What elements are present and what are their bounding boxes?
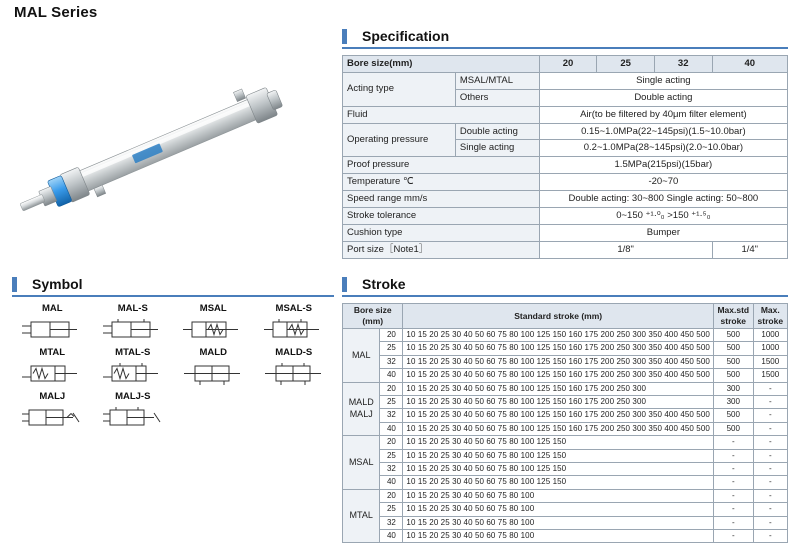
page-title: MAL Series — [14, 4, 98, 21]
table-row — [343, 72, 788, 89]
symbol-diagram-mald — [173, 359, 254, 389]
stroke-bore: 40 — [380, 476, 403, 489]
table-row — [343, 342, 788, 355]
symbol-label: MALD-S — [275, 347, 313, 358]
table-row — [343, 123, 788, 140]
stroke-maxstd: 300 — [713, 382, 753, 395]
spec-sub-msal-mtal: MSAL/MTAL — [455, 72, 539, 89]
spec-label-fluid: Fluid — [343, 106, 540, 123]
stroke-max: 1500 — [753, 369, 787, 382]
stroke-bore: 20 — [380, 329, 403, 342]
stroke-standard: 10 15 20 25 30 40 50 60 75 80 100 125 150 160 175 200 250 300 — [403, 382, 714, 395]
stroke-bore: 20 — [380, 382, 403, 395]
stroke-group-mtal: MTAL — [343, 489, 380, 543]
stroke-bore: 25 — [380, 396, 403, 409]
stroke-section — [342, 276, 788, 543]
spec-sub-single-acting: Single acting — [455, 140, 539, 157]
table-row — [343, 396, 788, 409]
stroke-max: - — [753, 529, 787, 542]
spec-value-cushion-type: Bumper — [539, 224, 787, 241]
product-image — [12, 28, 334, 256]
stroke-standard: 10 15 20 25 30 40 50 60 75 80 100 — [403, 516, 714, 529]
stroke-group-mald-malj: MALD MALJ — [343, 382, 380, 436]
symbol-diagram-mtal-s — [93, 359, 174, 389]
stroke-standard: 10 15 20 25 30 40 50 60 75 80 100 125 150 — [403, 449, 714, 462]
symbol-item — [12, 347, 93, 389]
stroke-maxstd: - — [713, 516, 753, 529]
stroke-maxstd: 300 — [713, 396, 753, 409]
stroke-header-bore: Bore size (mm) — [343, 304, 403, 329]
table-row — [343, 241, 788, 258]
symbol-item — [12, 303, 93, 345]
symbol-item — [93, 347, 174, 389]
spec-label-port-size: Port size［Note1］ — [343, 241, 540, 258]
symbol-diagram-mtal — [12, 359, 93, 389]
stroke-bore: 40 — [380, 369, 403, 382]
symbol-diagram-malj-s — [93, 403, 174, 433]
symbol-label: MAL — [41, 303, 63, 314]
stroke-group-mal: MAL — [343, 329, 380, 383]
table-row — [343, 409, 788, 422]
stroke-max: - — [753, 516, 787, 529]
stroke-standard: 10 15 20 25 30 40 50 60 75 80 100 125 150 — [403, 476, 714, 489]
stroke-standard: 10 15 20 25 30 40 50 60 75 80 100 125 150 160 175 200 250 300 — [403, 396, 714, 409]
symbol-label: MTAL-S — [115, 347, 151, 358]
table-row — [343, 329, 788, 342]
table-row — [343, 463, 788, 476]
spec-header-20: 20 — [539, 56, 597, 73]
stroke-max: - — [753, 489, 787, 502]
stroke-header-maxstd: Max.std stroke — [713, 304, 753, 329]
stroke-maxstd: 500 — [713, 329, 753, 342]
stroke-max: - — [753, 436, 787, 449]
symbol-diagram-mald-s — [254, 359, 335, 389]
stroke-bore: 20 — [380, 436, 403, 449]
stroke-max: 1000 — [753, 342, 787, 355]
spec-value-proof-pressure: 1.5MPa(215psi)(15bar) — [539, 157, 787, 174]
symbol-label: MTAL — [39, 347, 66, 358]
stroke-heading — [342, 276, 788, 297]
symbol-label: MALD — [199, 347, 227, 358]
symbol-heading — [12, 276, 334, 297]
spec-header-32: 32 — [654, 56, 712, 73]
stroke-maxstd: - — [713, 529, 753, 542]
stroke-standard: 10 15 20 25 30 40 50 60 75 80 100 125 150 160 175 200 250 300 350 400 450 500 — [403, 329, 714, 342]
spec-value-fluid: Air(to be filtered by 40μm filter element) — [539, 106, 787, 123]
stroke-standard: 10 15 20 25 30 40 50 60 75 80 100 125 150 160 175 200 250 300 350 400 450 500 — [403, 369, 714, 382]
table-row — [343, 422, 788, 435]
spec-label-operating-pressure: Operating pressure — [343, 123, 456, 157]
symbol-item — [93, 303, 174, 345]
stroke-max: - — [753, 382, 787, 395]
stroke-standard: 10 15 20 25 30 40 50 60 75 80 100 125 150 160 175 200 250 300 350 400 450 500 — [403, 422, 714, 435]
spec-value-port-size-small: 1/8" — [539, 241, 712, 258]
table-row — [343, 516, 788, 529]
symbol-diagram-msal-s — [254, 315, 335, 345]
heading-accent-bar — [12, 277, 17, 292]
stroke-standard: 10 15 20 25 30 40 50 60 75 80 100 — [403, 489, 714, 502]
spec-sub-double-acting: Double acting — [455, 123, 539, 140]
stroke-bore: 25 — [380, 503, 403, 516]
spec-label-acting-type: Acting type — [343, 72, 456, 106]
table-row — [343, 436, 788, 449]
specification-section — [342, 28, 788, 259]
specification-heading — [342, 28, 788, 49]
symbol-item — [12, 391, 93, 433]
stroke-standard: 10 15 20 25 30 40 50 60 75 80 100 125 150 — [403, 463, 714, 476]
stroke-standard: 10 15 20 25 30 40 50 60 75 80 100 — [403, 503, 714, 516]
table-row — [343, 304, 788, 329]
table-row — [343, 355, 788, 368]
symbol-label: MSAL-S — [275, 303, 312, 314]
symbol-item — [173, 347, 254, 389]
spec-value-pressure-double: 0.15~1.0MPa(22~145psi)(1.5~10.0bar) — [539, 123, 787, 140]
heading-accent-bar — [342, 29, 347, 44]
stroke-standard: 10 15 20 25 30 40 50 60 75 80 100 125 150 160 175 200 250 300 350 400 450 500 — [403, 355, 714, 368]
stroke-maxstd: - — [713, 476, 753, 489]
stroke-max: - — [753, 503, 787, 516]
spec-label-proof-pressure: Proof pressure — [343, 157, 540, 174]
stroke-header-max: Max. stroke — [753, 304, 787, 329]
stroke-bore: 32 — [380, 463, 403, 476]
stroke-max: - — [753, 463, 787, 476]
symbol-diagram-mal-s — [93, 315, 174, 345]
symbol-diagram-msal — [173, 315, 254, 345]
stroke-maxstd: 500 — [713, 422, 753, 435]
spec-value-pressure-single: 0.2~1.0MPa(28~145psi)(2.0~10.0bar) — [539, 140, 787, 157]
stroke-max: 1500 — [753, 355, 787, 368]
symbol-title: Symbol — [32, 276, 83, 292]
spec-label-cushion-type: Cushion type — [343, 224, 540, 241]
stroke-maxstd: - — [713, 436, 753, 449]
table-row — [343, 449, 788, 462]
stroke-group-msal: MSAL — [343, 436, 380, 490]
symbol-label: MALJ — [39, 391, 66, 402]
spec-value-port-size-large: 1/4" — [712, 241, 787, 258]
spec-header-bore: Bore size(mm) — [343, 56, 540, 73]
spec-value-double-acting: Double acting — [539, 89, 787, 106]
stroke-bore: 20 — [380, 489, 403, 502]
specification-table — [342, 55, 788, 259]
symbol-label: MALJ-S — [115, 391, 151, 402]
table-row — [343, 157, 788, 174]
table-row — [343, 369, 788, 382]
stroke-maxstd: - — [713, 463, 753, 476]
stroke-maxstd: 500 — [713, 409, 753, 422]
stroke-max: - — [753, 449, 787, 462]
table-row — [343, 476, 788, 489]
spec-value-stroke-tolerance: 0~150 ⁺¹·⁰₀ >150 ⁺¹·⁵₀ — [539, 207, 787, 224]
stroke-standard: 10 15 20 25 30 40 50 60 75 80 100 125 150 — [403, 436, 714, 449]
table-row — [343, 191, 788, 208]
stroke-max: - — [753, 476, 787, 489]
stroke-table — [342, 303, 788, 543]
stroke-max: - — [753, 409, 787, 422]
table-row — [343, 174, 788, 191]
stroke-bore: 32 — [380, 409, 403, 422]
heading-accent-bar — [342, 277, 347, 292]
symbol-item — [254, 303, 335, 345]
stroke-standard: 10 15 20 25 30 40 50 60 75 80 100 125 150 160 175 200 250 300 350 400 450 500 — [403, 342, 714, 355]
table-row — [343, 224, 788, 241]
symbol-diagram-mal — [12, 315, 93, 345]
spec-value-speed-range: Double acting: 30~800 Single acting: 50~800 — [539, 191, 787, 208]
symbol-grid — [12, 303, 334, 433]
stroke-bore: 40 — [380, 529, 403, 542]
stroke-maxstd: - — [713, 503, 753, 516]
spec-value-single-acting: Single acting — [539, 72, 787, 89]
stroke-max: 1000 — [753, 329, 787, 342]
table-row — [343, 207, 788, 224]
spec-header-40: 40 — [712, 56, 787, 73]
symbol-item — [173, 303, 254, 345]
table-row — [343, 382, 788, 395]
stroke-max: - — [753, 396, 787, 409]
spec-label-speed-range: Speed range mm/s — [343, 191, 540, 208]
symbol-section — [12, 276, 334, 433]
table-row — [343, 489, 788, 502]
stroke-max: - — [753, 422, 787, 435]
stroke-bore: 40 — [380, 422, 403, 435]
symbol-grid-filler — [173, 391, 254, 433]
table-row — [343, 529, 788, 542]
symbol-label: MAL-S — [117, 303, 148, 314]
symbol-item — [93, 391, 174, 433]
stroke-maxstd: - — [713, 449, 753, 462]
stroke-bore: 32 — [380, 355, 403, 368]
stroke-maxstd: 500 — [713, 355, 753, 368]
stroke-standard: 10 15 20 25 30 40 50 60 75 80 100 — [403, 529, 714, 542]
table-row — [343, 56, 788, 73]
symbol-grid-filler — [254, 391, 335, 433]
stroke-maxstd: 500 — [713, 342, 753, 355]
spec-label-temperature: Temperature ℃ — [343, 174, 540, 191]
stroke-bore: 32 — [380, 516, 403, 529]
table-row — [343, 503, 788, 516]
stroke-bore: 25 — [380, 449, 403, 462]
cylinder-illustration — [12, 28, 334, 256]
spec-header-25: 25 — [597, 56, 655, 73]
stroke-maxstd: 500 — [713, 369, 753, 382]
spec-label-stroke-tolerance: Stroke tolerance — [343, 207, 540, 224]
stroke-bore: 25 — [380, 342, 403, 355]
stroke-standard: 10 15 20 25 30 40 50 60 75 80 100 125 150 160 175 200 250 300 350 400 450 500 — [403, 409, 714, 422]
specification-title: Specification — [362, 28, 450, 44]
stroke-header-standard: Standard stroke (mm) — [403, 304, 714, 329]
spec-value-temperature: -20~70 — [539, 174, 787, 191]
stroke-maxstd: - — [713, 489, 753, 502]
spec-sub-others: Others — [455, 89, 539, 106]
symbol-label: MSAL — [199, 303, 227, 314]
symbol-diagram-malj — [12, 403, 93, 433]
table-row — [343, 106, 788, 123]
stroke-title: Stroke — [362, 276, 406, 292]
symbol-item — [254, 347, 335, 389]
